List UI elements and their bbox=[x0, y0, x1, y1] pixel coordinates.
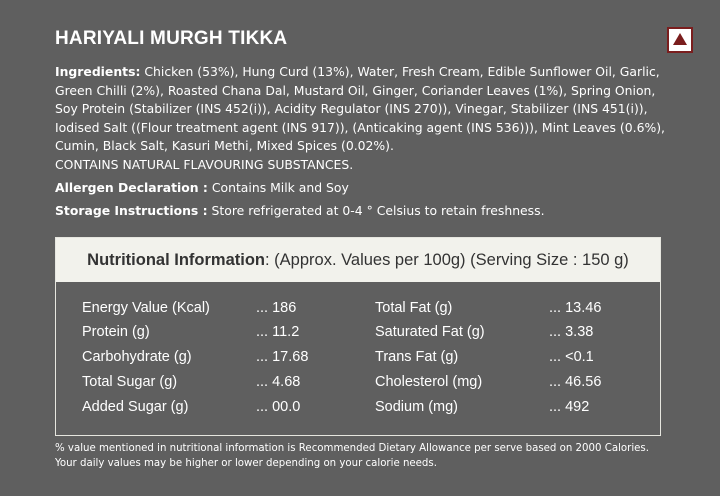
nutrient-label: Protein (g) bbox=[82, 324, 150, 340]
nutrition-heading: Nutritional Information bbox=[87, 250, 265, 269]
nutrition-header bbox=[56, 238, 660, 282]
flavouring-note: CONTAINS NATURAL FLAVOURING SUBSTANCES. bbox=[55, 156, 354, 172]
non-veg-symbol-icon bbox=[667, 27, 693, 53]
nutrient-value: ... 00.0 bbox=[256, 399, 301, 415]
nutrient-value: ... 17.68 bbox=[256, 349, 309, 365]
nutrition-subheading: : (Approx. Values per 100g) (Serving Size : 150 g) bbox=[265, 250, 629, 269]
allergen-section bbox=[55, 179, 349, 197]
nutrition-row bbox=[56, 399, 660, 421]
storage-label: Storage Instructions : bbox=[55, 203, 208, 218]
storage-section bbox=[55, 202, 545, 220]
nutrient-value: ... 3.38 bbox=[549, 324, 594, 340]
allergen-label: Allergen Declaration : bbox=[55, 180, 208, 195]
nutrient-label: Trans Fat (g) bbox=[375, 349, 459, 365]
nutrient-value: ... 11.2 bbox=[256, 324, 300, 340]
rda-footnote bbox=[55, 441, 675, 471]
nutrition-row bbox=[56, 374, 660, 396]
ingredients-section bbox=[55, 63, 667, 175]
nutrient-label: Energy Value (Kcal) bbox=[82, 300, 210, 316]
nutrient-label: Total Fat (g) bbox=[375, 300, 453, 316]
allergen-text: Contains Milk and Soy bbox=[211, 180, 349, 195]
nutrition-row bbox=[56, 324, 660, 346]
nutrient-value: ... 13.46 bbox=[549, 300, 602, 316]
nutrition-table bbox=[55, 237, 661, 436]
nutrient-value: ... 46.56 bbox=[549, 374, 602, 390]
nutrition-row bbox=[56, 349, 660, 371]
footnote-line-2: Your daily values may be higher or lower depending on your calorie needs. bbox=[55, 458, 437, 469]
nutrient-label: Sodium (mg) bbox=[375, 399, 458, 415]
nutrient-value: ... 492 bbox=[549, 399, 590, 415]
storage-text: Store refrigerated at 0-4 ° Celsius to retain freshness. bbox=[211, 203, 545, 218]
nutrient-value: ... 4.68 bbox=[256, 374, 301, 390]
nutrient-label: Added Sugar (g) bbox=[82, 399, 189, 415]
ingredients-label: Ingredients: bbox=[55, 64, 141, 79]
nutrient-label: Total Sugar (g) bbox=[82, 374, 178, 390]
ingredients-text: Chicken (53%), Hung Curd (13%), Water, Fresh Cream, Edible Sunflower Oil, Garlic, Green Chilli (2%), Roasted Chana Dal, Mustard Oil, Ginger, Coriander Leaves (1%), Spring Onion, Soy Protein (Stabilizer (INS 452(i)), Acidity Regulator (INS 270)), Vinegar, Stabilizer (INS 451(i)), Iodised Salt ((Flour treatment agent (INS 917)), (Anticaking agent (INS 536))), Mint Leaves (0.6%), Cumin, Black Salt, Kasuri Methi, Mixed Spices (0.02%). bbox=[55, 64, 665, 154]
footnote-line-1: % value mentioned in nutritional information is Recommended Dietary Allowance per serve based on 2000 Calories. bbox=[55, 443, 649, 454]
nutrient-label: Carbohydrate (g) bbox=[82, 349, 192, 365]
nutrient-value: ... 186 bbox=[256, 300, 297, 316]
nutrition-row bbox=[56, 300, 660, 322]
nutrient-value: ... <0.1 bbox=[549, 349, 594, 365]
nutrient-label: Cholesterol (mg) bbox=[375, 374, 483, 390]
product-title: HARIYALI MURGH TIKKA bbox=[55, 28, 288, 49]
triangle-icon bbox=[673, 33, 687, 45]
nutrient-label: Saturated Fat (g) bbox=[375, 324, 485, 340]
